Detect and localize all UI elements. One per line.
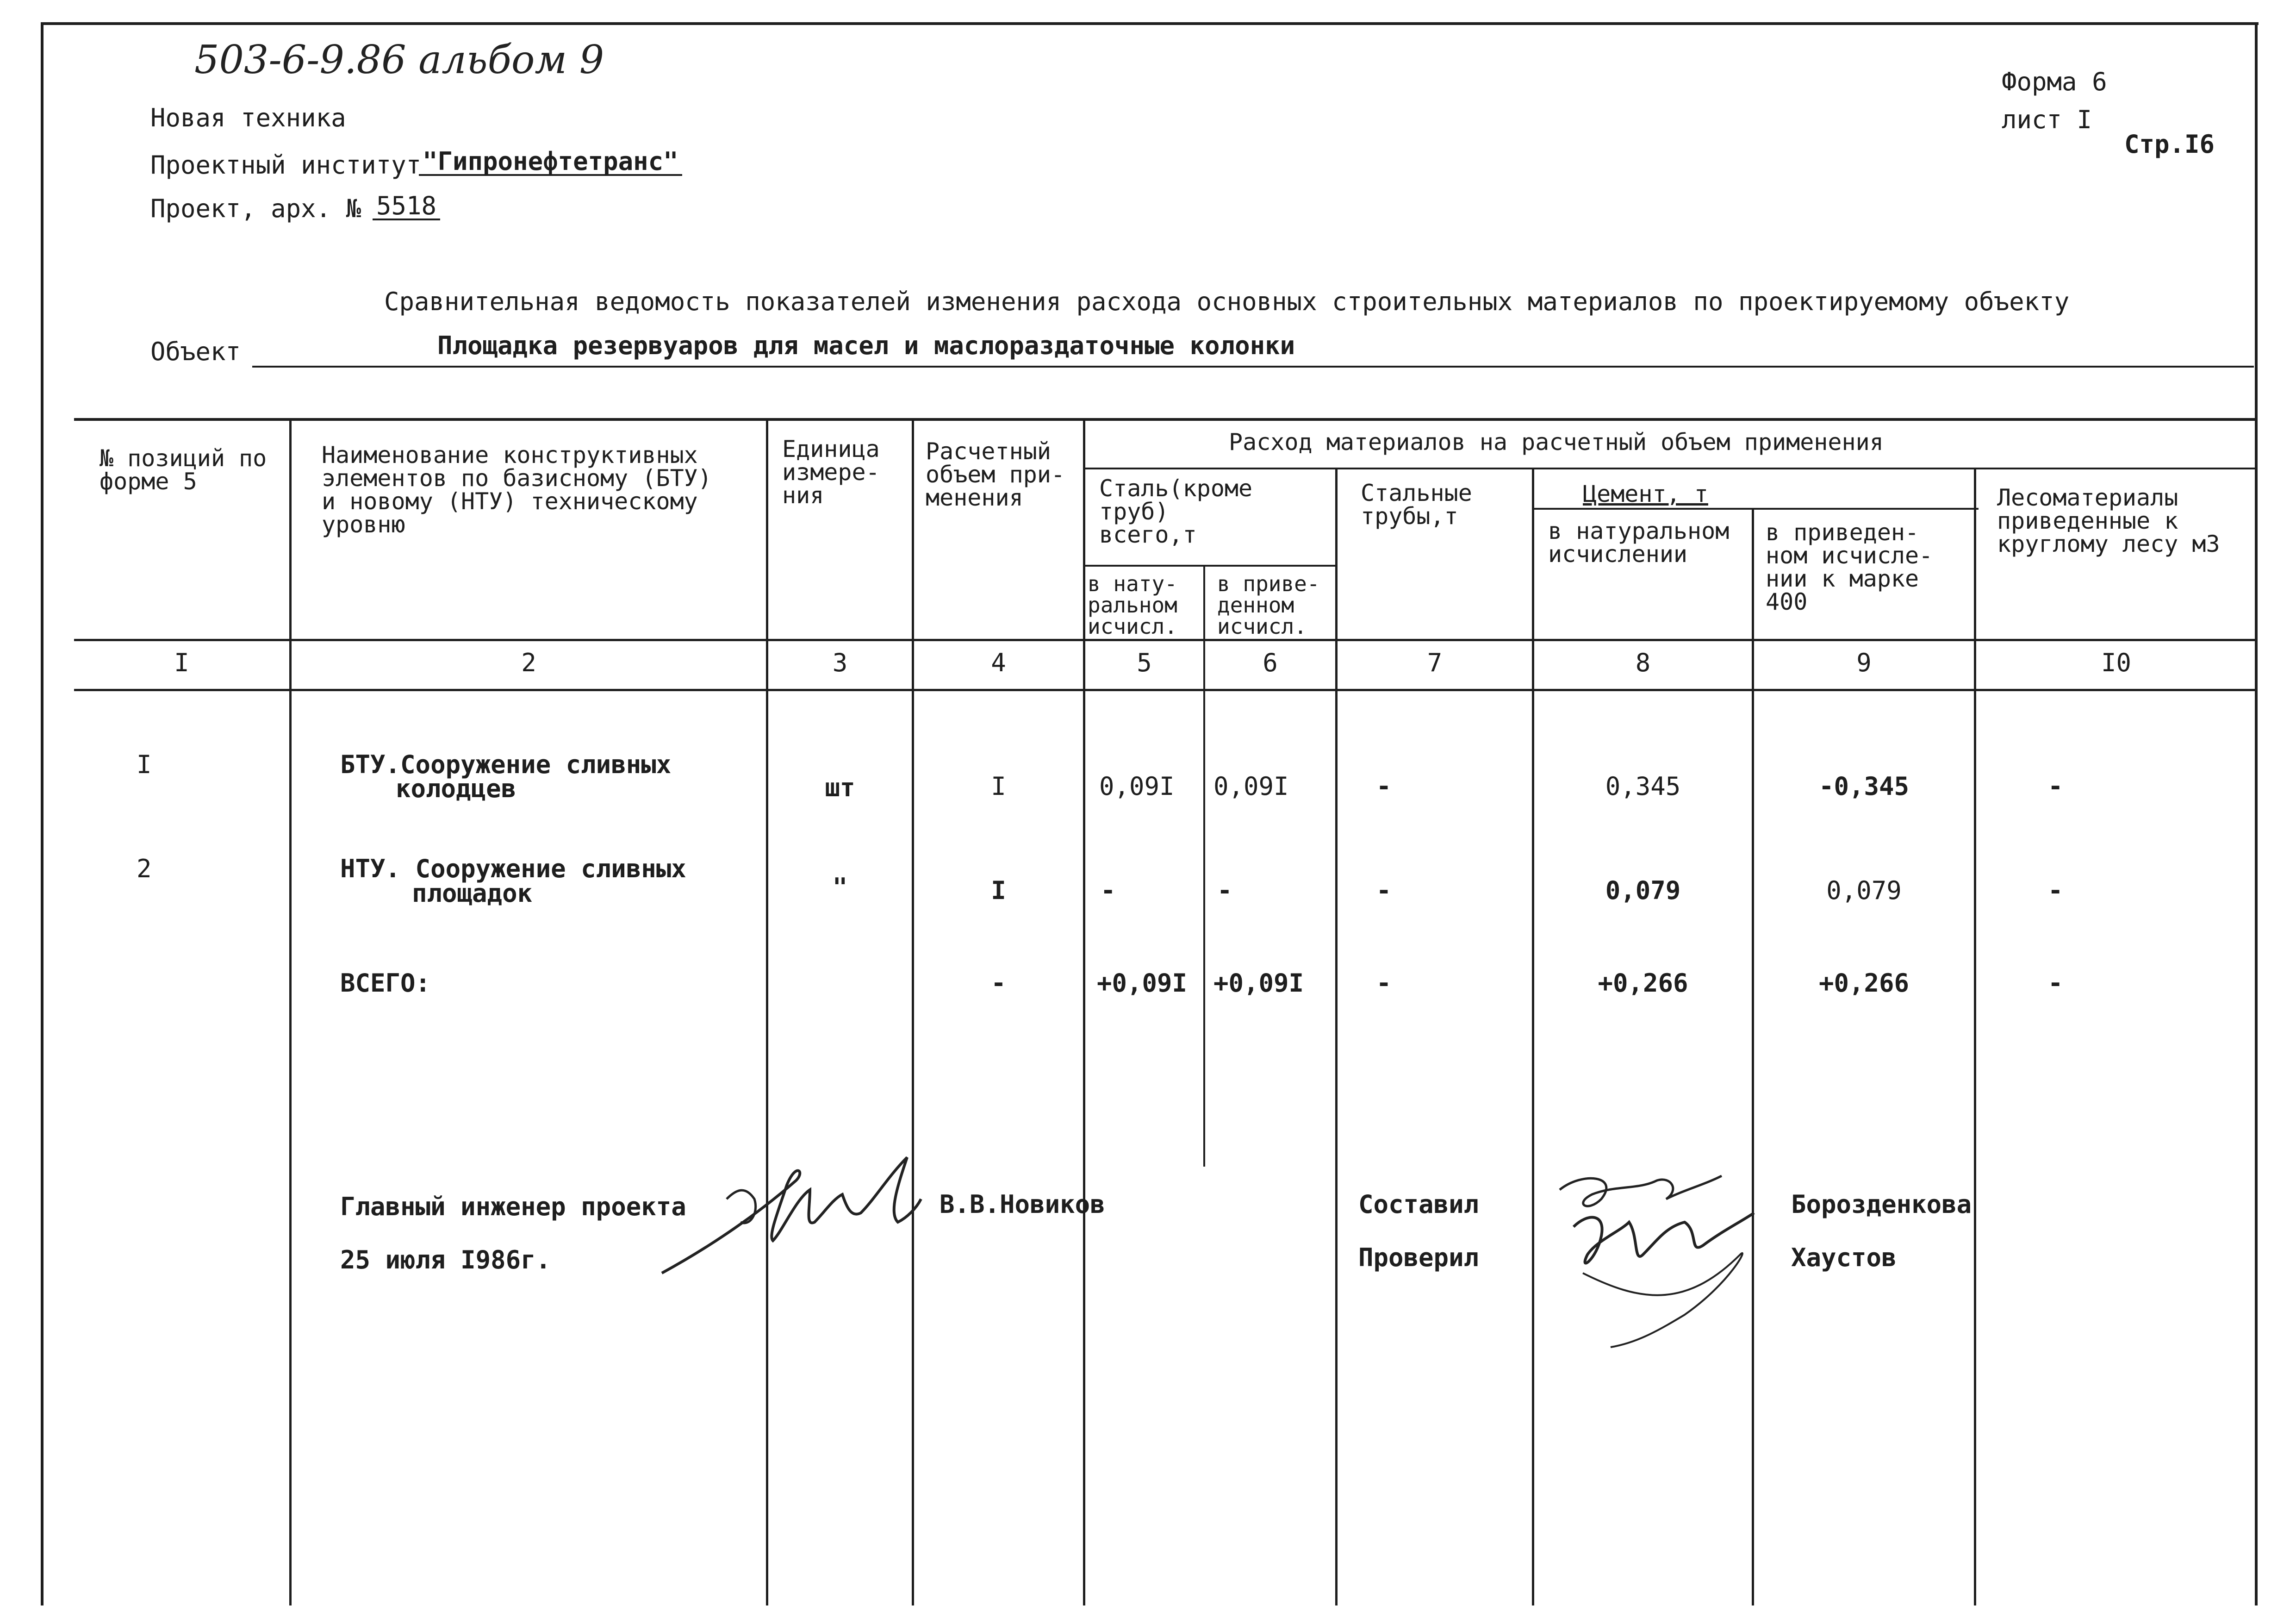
- table-line-sub3: [1083, 565, 1338, 567]
- total-label: ВСЕГО:: [340, 968, 431, 998]
- frame-top: [42, 22, 2259, 25]
- header-steel-natural: в нату- ральном исчисл.: [1088, 571, 1177, 639]
- row1-timber: -: [2048, 772, 2063, 801]
- table-line-top: [74, 418, 2256, 421]
- row2-steel-natural: -: [1101, 876, 1116, 905]
- row1-name-line2: колодцев: [396, 774, 516, 803]
- row1-steel-natural: 0,09I: [1099, 772, 1175, 801]
- page-number: Стр.I6: [2124, 130, 2215, 159]
- row1-pipes: -: [1376, 772, 1392, 801]
- row1-cement-reduced: -0,345: [1818, 772, 1910, 801]
- frame-right: [2255, 22, 2258, 1605]
- row1-pos: I: [137, 750, 152, 779]
- institute-label: Проектный институт: [150, 150, 422, 180]
- row2-pos: 2: [137, 854, 152, 883]
- total-pipes: -: [1376, 968, 1392, 998]
- col-number-5: 5: [1137, 648, 1152, 677]
- document-title: Сравнительная ведомость показателей изменения расхода основных строительных материалов по проектируемому объекту: [384, 287, 2070, 316]
- header-cement-reduced: в приведен- ном исчисле- нии к марке 400: [1766, 519, 1933, 615]
- form-number: Форма 6: [2002, 67, 2107, 96]
- checked-label: Проверил: [1358, 1243, 1479, 1272]
- row2-cement-reduced: 0,079: [1826, 876, 1902, 905]
- row2-name-line1: НТУ. Сооружение сливных: [340, 854, 686, 883]
- object-underline: [252, 366, 2254, 368]
- total-volume: -: [991, 968, 1006, 998]
- row2-name-line2: площадок: [412, 879, 533, 908]
- row2-volume: I: [991, 876, 1006, 905]
- col-line-7: [1532, 468, 1534, 1605]
- col-line-2: [766, 418, 768, 1605]
- sheet-number: лист I: [2002, 105, 2092, 134]
- col-number-8: 8: [1635, 648, 1651, 677]
- institute-value: "Гипронефтетранс": [419, 149, 682, 176]
- col-line-3: [912, 418, 914, 1605]
- header-positions: № позиций по форме 5: [100, 445, 267, 495]
- col-number-1: I: [174, 648, 189, 677]
- frame-left: [41, 22, 44, 1605]
- checked-name: Хаустов: [1791, 1243, 1897, 1272]
- total-steel-natural: +0,09I: [1097, 968, 1188, 998]
- total-timber: -: [2048, 968, 2063, 998]
- table-line-numbers-bottom: [74, 689, 2256, 691]
- table-line-header-bottom: [74, 639, 2256, 641]
- row1-name-line1: БТУ.Сооружение сливных: [340, 750, 672, 779]
- total-cement-reduced: +0,266: [1818, 968, 1910, 998]
- object-label: Объект: [150, 337, 241, 366]
- row2-timber: -: [2048, 876, 2063, 905]
- row1-unit: шт: [825, 773, 855, 802]
- col-number-6: 6: [1263, 648, 1278, 677]
- col-number-9: 9: [1856, 648, 1872, 677]
- object-value: Площадка резервуаров для масел и маслораздаточные колонки: [437, 331, 1295, 360]
- col-number-7: 7: [1427, 648, 1443, 677]
- total-steel-reduced: +0,09I: [1213, 968, 1304, 998]
- header-consumption: Расход материалов на расчетный объем применения: [1229, 429, 1884, 456]
- row1-cement-natural: 0,345: [1605, 772, 1681, 801]
- row2-unit: ": [832, 873, 848, 902]
- row2-cement-natural: 0,079: [1605, 876, 1681, 905]
- composer-signature-icon: [1546, 1162, 1777, 1356]
- chief-signature-icon: [657, 1143, 926, 1282]
- header-cement: Цемент, т: [1583, 481, 1708, 507]
- row2-pipes: -: [1376, 876, 1392, 905]
- col-number-2: 2: [521, 648, 536, 677]
- col-number-4: 4: [991, 648, 1006, 677]
- header-steel: Сталь(кроме труб) всего,т: [1099, 475, 1253, 548]
- total-cement-natural: +0,266: [1598, 968, 1688, 998]
- col-number-3: 3: [832, 648, 848, 677]
- header-steel-reduced: в приве- денном исчисл.: [1217, 571, 1320, 639]
- new-tech-label: Новая техника: [150, 103, 346, 132]
- row1-volume: I: [991, 772, 1006, 801]
- col-line-1: [289, 418, 292, 1605]
- table-line-sub2: [1532, 508, 1979, 510]
- project-label: Проект, арх. №: [150, 194, 361, 223]
- row1-steel-reduced: 0,09I: [1213, 772, 1289, 801]
- header-timber: Лесоматериалы приведенные к круглому лесу м3: [1997, 484, 2220, 557]
- chief-engineer-label: Главный инженер проекта: [340, 1192, 686, 1221]
- composed-name: Борозденкова: [1791, 1190, 1972, 1219]
- table-line-sub1: [1083, 468, 2256, 469]
- header-element-name: Наименование конструктивных элементов по базисному (БТУ) и новому (НТУ) техническому уровню: [322, 442, 712, 538]
- header-steel-pipes: Стальные трубы,т: [1361, 480, 1472, 530]
- header-volume: Расчетный объем при- менения: [926, 438, 1065, 511]
- row2-steel-reduced: -: [1217, 876, 1232, 905]
- composed-label: Составил: [1358, 1190, 1479, 1219]
- col-line-4: [1083, 418, 1085, 1605]
- col-number-10: I0: [2101, 648, 2132, 677]
- chief-engineer-name: В.В.Новиков: [940, 1190, 1105, 1219]
- project-number: 5518: [373, 194, 440, 220]
- col-line-9: [1974, 468, 1976, 1605]
- handwritten-reference: 503-6-9.86 альбом 9: [194, 37, 604, 82]
- signing-date: 25 июля I986г.: [340, 1245, 551, 1274]
- col-line-6: [1335, 468, 1338, 1605]
- header-cement-natural: в натуральном исчислении: [1548, 518, 1730, 568]
- header-unit: Единица измере- ния: [782, 436, 880, 509]
